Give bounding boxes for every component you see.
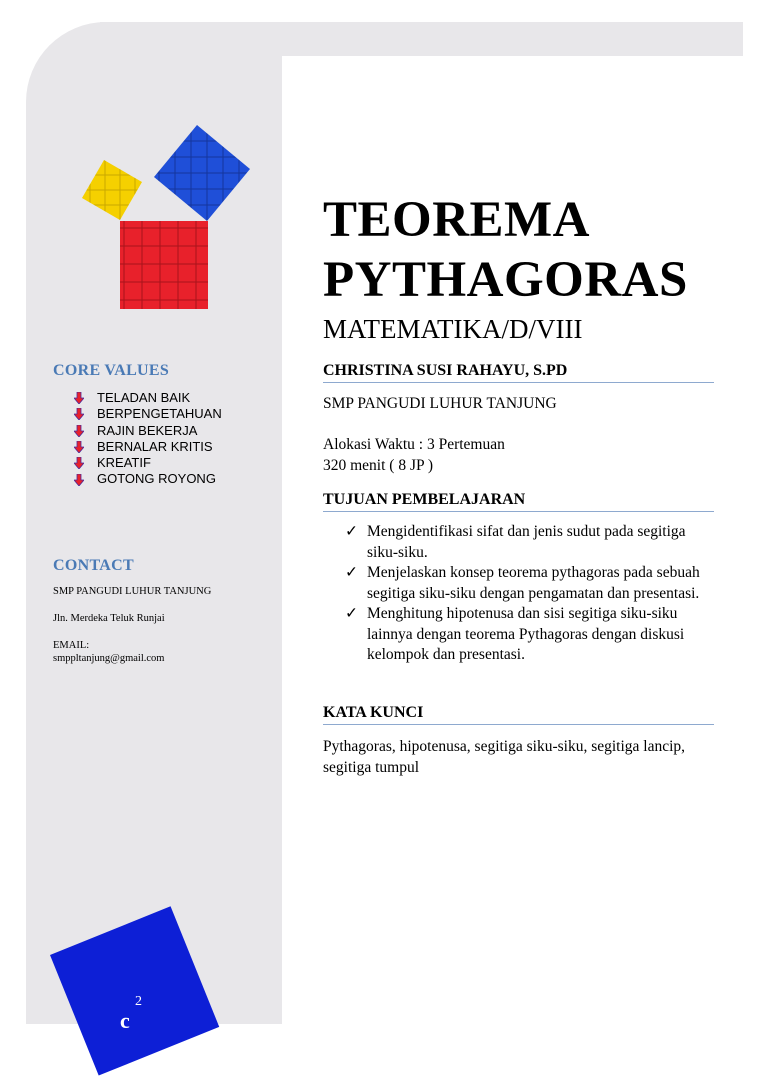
objectives-list: [345, 522, 715, 666]
author-name: CHRISTINA SUSI RAHAYU, S.PD: [323, 362, 714, 383]
check-icon: ✓: [345, 605, 358, 622]
core-value-label: RAJIN BEKERJA: [97, 422, 198, 438]
contact-address: Jln. Merdeka Teluk Runjai: [53, 613, 165, 624]
arrow-down-icon: [74, 457, 84, 469]
blue-square: [154, 125, 250, 221]
time-allocation: Alokasi Waktu : 3 Pertemuan: [323, 436, 505, 453]
objective-text: Mengidentifikasi sifat dan jenis sudut pada segitiga siku-siku.: [367, 523, 686, 561]
arrow-down-icon: [74, 441, 84, 453]
yellow-square: [82, 160, 142, 220]
corner-exponent: 2: [135, 994, 142, 1009]
red-square: [120, 221, 208, 309]
title-line-2: PYTHAGORAS: [323, 252, 688, 308]
list-item: [345, 604, 715, 666]
core-value-label: BERNALAR KRITIS: [97, 438, 213, 454]
core-value-label: KREATIF: [97, 455, 151, 471]
arrow-down-icon: [74, 408, 84, 420]
check-icon: ✓: [345, 564, 358, 581]
email-address[interactable]: smppltanjung@gmail.com: [53, 653, 165, 664]
list-item: [74, 455, 222, 471]
arrow-down-icon: [74, 474, 84, 486]
corner-letter: c: [120, 1008, 130, 1033]
subtitle: MATEMATIKA/D/VIII: [323, 314, 583, 344]
list-item: [74, 390, 222, 406]
contact-heading: CONTACT: [53, 557, 134, 574]
duration: 320 menit ( 8 JP ): [323, 457, 434, 474]
email-label: EMAIL:: [53, 640, 90, 651]
keywords-text: Pythagoras, hipotenusa, segitiga siku-siku, segitiga lancip, segitiga tumpul: [323, 738, 686, 776]
list-item: [74, 439, 222, 455]
arrow-down-icon: [74, 425, 84, 437]
list-item: [74, 423, 222, 439]
objectives-heading: TUJUAN PEMBELAJARAN: [323, 491, 714, 512]
objective-text: Menjelaskan konsep teorema pythagoras pada sebuah segitiga siku-siku dengan pengamatan dan presentasi.: [367, 564, 700, 602]
check-icon: ✓: [345, 523, 358, 540]
keywords-heading: KATA KUNCI: [323, 704, 714, 725]
list-item: [74, 406, 222, 422]
core-value-label: BERPENGETAHUAN: [97, 406, 222, 422]
page-title: [323, 190, 688, 310]
core-values-list: [74, 390, 222, 488]
arrow-down-icon: [74, 392, 84, 404]
contact-school: SMP PANGUDI LUHUR TANJUNG: [53, 586, 212, 597]
objective-text: Menghitung hipotenusa dan sisi segitiga siku-siku lainnya dengan teorema Pythagoras dengan diskusi kelompok dan presentasi.: [367, 605, 685, 663]
core-value-label: GOTONG ROYONG: [97, 471, 216, 487]
list-item: [345, 522, 715, 563]
core-value-label: TELADAN BAIK: [97, 390, 191, 405]
list-item: [74, 471, 222, 487]
school-name: SMP PANGUDI LUHUR TANJUNG: [323, 395, 557, 412]
list-item: [345, 563, 715, 604]
title-line-1: TEOREMA: [323, 192, 591, 248]
pythagoras-squares-icon: [70, 120, 270, 330]
core-values-heading: CORE VALUES: [53, 362, 170, 379]
page-curve: [282, 56, 362, 136]
